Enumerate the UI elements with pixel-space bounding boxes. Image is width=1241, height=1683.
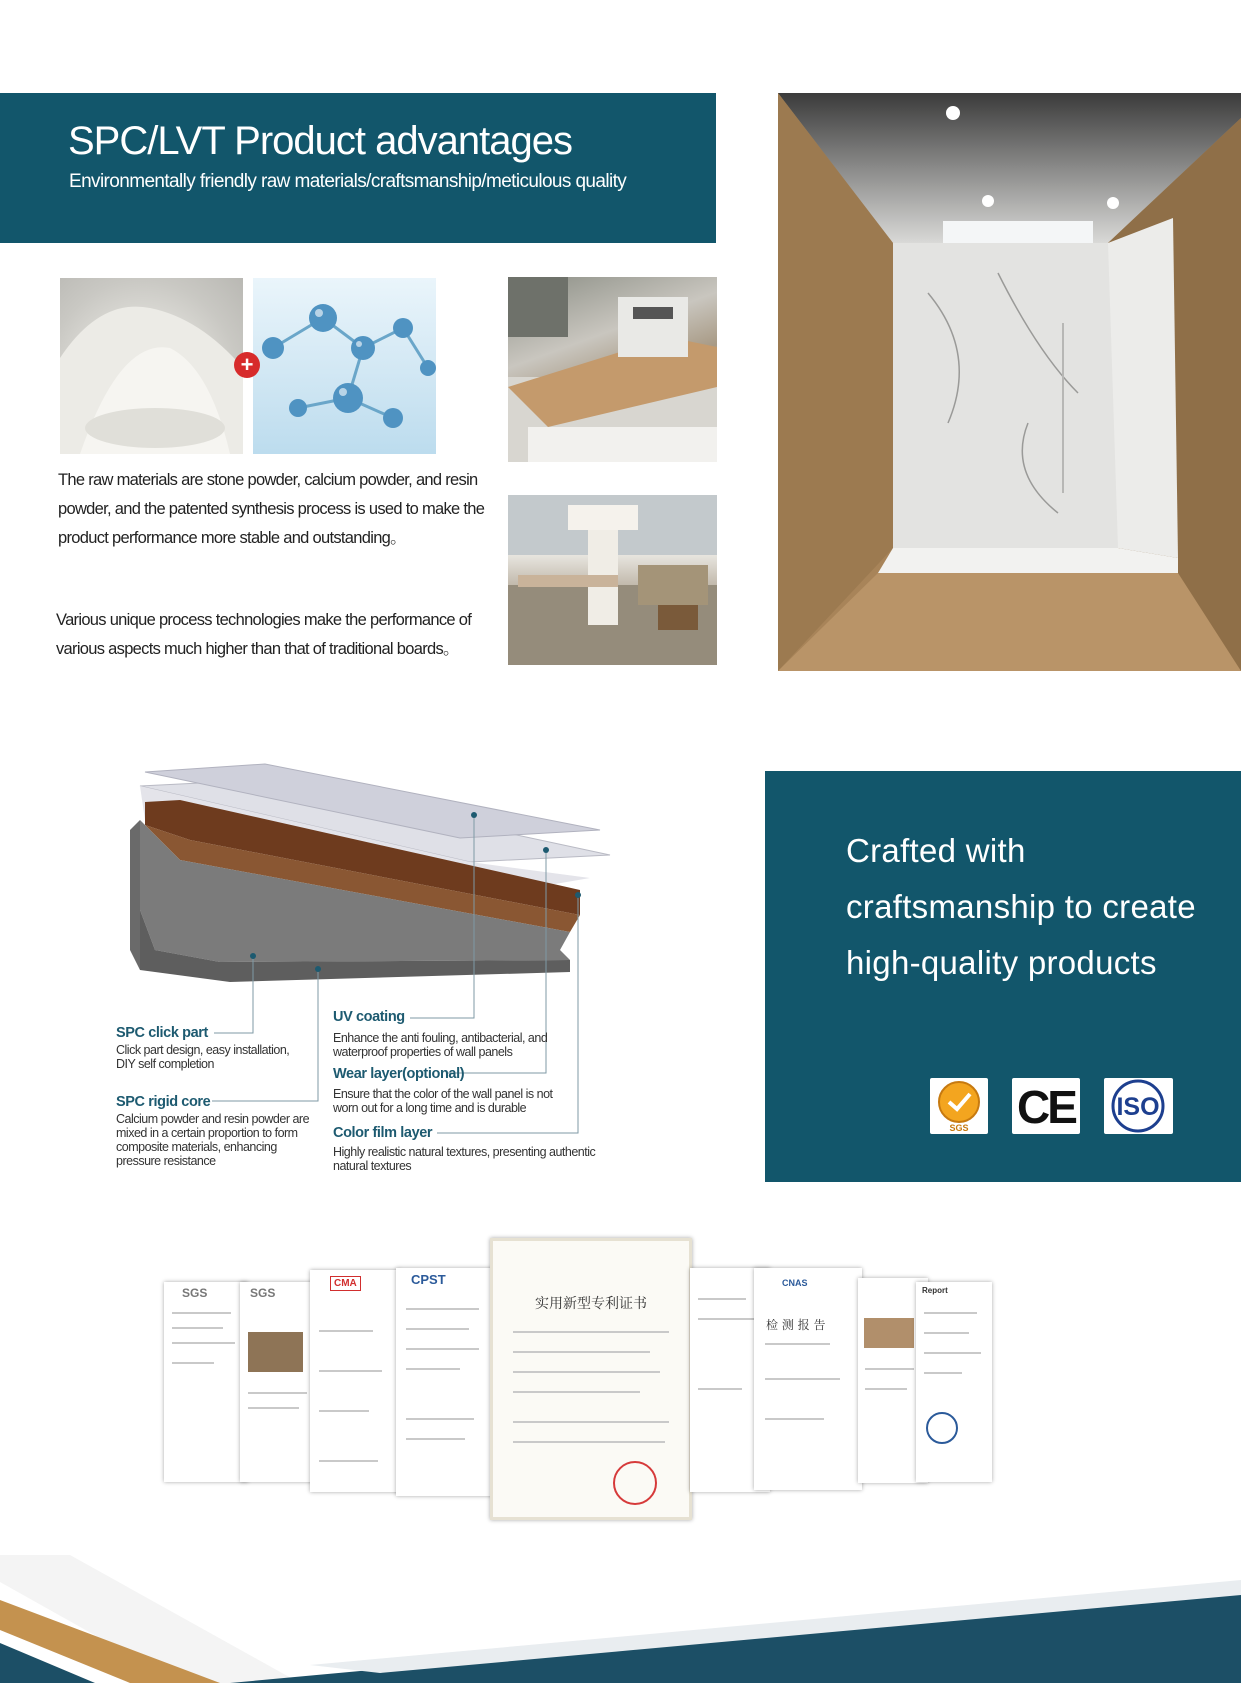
sgs-badge-icon <box>930 1078 988 1134</box>
page-title: SPC/LVT Product advantages <box>68 119 572 163</box>
spc-rigid-core-title: SPC rigid core <box>116 1094 211 1110</box>
process-technology-paragraph: Various unique process technologies make the performance of various aspects much higher than that of traditional boards。 <box>56 611 472 658</box>
certificate-cma: CMA <box>310 1270 400 1492</box>
certificate-cpst: CPST <box>396 1268 494 1496</box>
wear-layer-desc: Ensure that the color of the wall panel is not worn out for a long time and is durable <box>333 1087 553 1115</box>
spc-click-part-title: SPC click part <box>116 1025 208 1041</box>
plus-icon: + <box>234 352 260 378</box>
color-film-layer-desc: Highly realistic natural textures, presenting authentic natural textures <box>333 1145 596 1173</box>
certificate-patent: 实用新型专利证书 <box>490 1238 692 1520</box>
production-machine-photo <box>508 277 717 462</box>
spc-rigid-core-desc: Calcium powder and resin powder are mixed in a certain proportion to form composite materials, enhancing pressure resistance <box>116 1112 310 1168</box>
bottom-stripes-decoration <box>0 1555 1241 1683</box>
certificate-sgs-2: SGS <box>240 1282 324 1482</box>
color-film-layer-title: Color film layer <box>333 1125 433 1141</box>
bathroom-wall-panel-photo <box>778 93 1241 671</box>
stone-powder-photo <box>60 278 243 454</box>
molecule-photo <box>253 278 436 454</box>
header-banner <box>0 93 716 243</box>
production-line-photo <box>508 495 717 665</box>
svg-text:ISO: ISO <box>1116 1093 1160 1121</box>
uv-coating-desc: Enhance the anti fouling, antibacterial, and waterproof properties of wall panels <box>333 1031 548 1059</box>
ce-badge-icon <box>1012 1078 1080 1134</box>
certificate-cnas: CNAS 检 测 报 告 <box>754 1268 862 1490</box>
certificate-test-report: Report <box>916 1282 992 1482</box>
wear-layer-title: Wear layer(optional) <box>333 1066 465 1082</box>
certificate-sgs-1: SGS <box>164 1282 248 1482</box>
crafted-quality-text: Crafted with craftsmanship to create high-quality products <box>846 832 1196 981</box>
iso-badge-icon <box>1104 1078 1173 1134</box>
svg-text:CE: CE <box>1017 1081 1075 1133</box>
spc-click-part-desc: Click part design, easy installation, DIY self completion <box>116 1043 290 1071</box>
raw-materials-paragraph: The raw materials are stone powder, calcium powder, and resin powder, and the patented synthesis process is used to make the product performance more stable and outstanding。 <box>58 471 485 547</box>
svg-text:SGS: SGS <box>949 1123 969 1133</box>
page-subtitle: Environmentally friendly raw materials/craftsmanship/meticulous quality <box>69 171 627 192</box>
uv-coating-title: UV coating <box>333 1009 405 1025</box>
